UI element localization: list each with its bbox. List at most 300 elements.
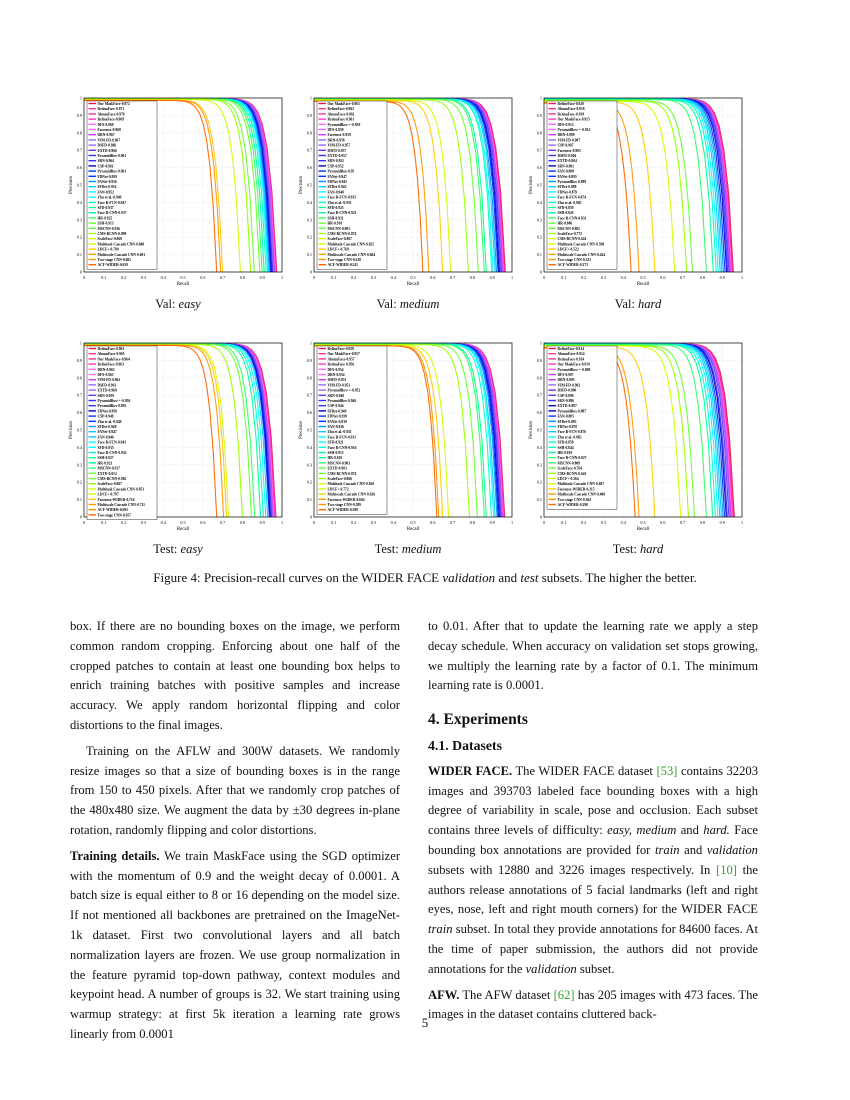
legend-entry: Our MaskFace-0.957 [327,352,360,357]
legend-entry: Two-stage CNN-0.618 [327,258,361,262]
legend-entry: MSCNN-0.903 [327,461,350,466]
figure-caption: Figure 4: Precision-recall curves on the WIDER FACE validation and test subsets. The higher the better. [153,570,697,585]
legend-entry: DFS-0.907 [557,373,574,377]
y-tick-label: 0 [79,514,82,520]
legend-entry: EXTD-0.887 [557,404,577,409]
y-tick-label: 0.4 [306,199,312,205]
legend-entry: PyramidBox++-0.952 [327,388,361,393]
legend-entry: PyramidBox-0.956 [97,404,127,409]
legend-entry: AlnumFace-0.918 [557,107,585,112]
y-tick-label: 0.9 [76,112,82,118]
y-tick-label: 0.6 [536,410,542,416]
y-tick-label: 0 [309,514,312,520]
legend-entry: Zhu et al.-0.949 [97,419,122,424]
x-tick-label: 0.6 [660,520,666,525]
legend-entry: Face R-CNN-0.916 [327,445,357,450]
legend-entry: RetinaFace-0.971 [97,107,125,112]
y-tick-label: 0.3 [76,462,82,468]
y-tick-label: 1 [539,95,542,101]
y-tick-label: 0.6 [536,165,542,171]
pr-chart-svg [68,337,288,537]
legend-entry: FANet-0.947 [327,174,347,179]
y-tick-label: 0.8 [306,130,312,136]
pr-chart-svg [298,337,518,537]
legend-entry: MSCNN-0.917 [97,466,120,471]
x-tick-label: 1 [280,275,284,280]
y-tick-label: 0.9 [536,112,542,118]
legend-entry: ACF-WIDER-0.659 [97,263,128,268]
x-axis-label: Recall [636,282,650,287]
y-tick-label: 0.3 [306,217,312,223]
legend-entry: SSH-0.913 [97,221,114,226]
legend-entry: PyramidBox-0.946 [327,399,357,403]
legend-entry: PyramidBox-0.961 [97,169,127,174]
legend-entry: PyramidBox++-0.956 [97,399,131,403]
legend-entry: RetinaFace-0.918 [557,112,585,117]
legend-entry: HR-0.819 [557,451,573,455]
page-number: 5 [421,1015,429,1030]
legend-entry: SSH-0.845 [557,211,574,216]
y-tick-label: 0.7 [306,147,312,153]
legend-entry: Two-stage CNN-0.323 [557,258,591,262]
legend-entry: CSP-0.907 [557,143,574,148]
x-tick-label: 0.2 [350,275,357,280]
legend-entry: Multiscale Cascade CNN-0.400 [557,492,606,497]
legend-entry: ScaleFace-0.868 [97,237,122,242]
legend-entry: Face R-CNN-0.921 [327,211,357,216]
paragraph: Training on the AFLW and 300W datasets. We randomly resize images so that a size of bounding boxes is in the range from 150 to 450 pixels. After that we randomly crop patches of the 480x480 size. We augment the data by ±30 degrees in-plane rotation, randomly flipping and color distortions. [70,743,400,837]
legend-entry: Two-stage CNN-0.589 [327,503,361,507]
y-tick-label: 0 [309,269,312,275]
legend-entry: SRN-0.901 [557,164,574,169]
legend-entry: Multiscale Cascade CNN-0.636 [327,492,376,497]
legend-entry: Two-stage CNN-0.681 [97,258,131,262]
x-tick-label: 0.5 [410,275,416,280]
subsection-heading: 4.1. Datasets [428,737,502,753]
legend-entry: PyramidBox-0.889 [557,180,587,184]
y-tick-label: 0.1 [536,252,542,258]
subcaption-val-easy: Val: easy [155,297,201,311]
citation-link[interactable]: [53] [656,763,678,778]
y-tick-label: 0.1 [306,252,312,258]
legend-entry: EXTD-0.904 [557,159,577,164]
x-tick-label: 0.2 [120,520,127,525]
legend-entry: CMS-RCNN-0.874 [327,232,357,236]
legend-entry: DSFD-0.966 [97,143,117,148]
x-tick-label: 0.4 [160,275,166,280]
legend-entry: Two-stage CNN-0.657 [97,513,131,518]
x-tick-label: 0.7 [679,275,686,280]
legend-entry: Our MaskFace-0.965 [327,102,360,106]
x-tick-label: 0.4 [390,275,396,280]
y-tick-label: 0.2 [306,479,312,485]
legend-entry: Facenesx-0.905 [557,148,581,153]
y-tick-label: 0.9 [306,112,312,118]
x-tick-label: 1 [740,275,744,280]
legend-entry: EXTD-0.960 [97,388,117,393]
x-tick-label: 0.2 [580,275,587,280]
x-axis-label: Recall [176,527,190,532]
x-tick-label: 0.6 [200,275,206,280]
y-tick-label: 0.8 [76,375,82,381]
legend-entry: FDNet-0.945 [327,180,347,184]
legend-entry: RefineFace-0.969 [97,117,124,122]
legend-entry: CSP-0.899 [557,393,574,398]
legend-entry: FAN-0.946 [97,435,114,440]
legend-entry: DFS-0.912 [557,122,574,127]
legend-entry: ACF-WIDER-0.588 [327,508,358,513]
legend-entry: FANet-0.939 [327,419,347,424]
x-tick-label: 0.5 [640,275,646,280]
x-tick-label: 0 [312,520,316,525]
x-tick-label: 0.9 [719,275,725,280]
y-tick-label: 1 [309,340,312,346]
legend-entry: EXTD-0.957 [327,154,347,158]
y-tick-label: 0.9 [76,357,82,363]
legend-entry: EXTD-0.903 [327,466,347,471]
legend-entry: VIM-FD-0.962 [97,378,121,383]
y-tick-label: 0.5 [306,427,312,433]
y-tick-label: 0.2 [536,234,542,240]
y-tick-label: 0.4 [306,444,312,450]
x-tick-label: 0.5 [180,520,186,525]
legend-entry: FAN-0.936 [327,425,344,429]
legend-entry: AlnumFace-0.914 [557,352,585,357]
legend-entry: FDNet-0.939 [327,414,347,419]
x-tick-label: 0.8 [469,520,476,525]
x-axis-label: Recall [636,527,650,532]
legend-entry: LDCF+-0.790 [97,247,119,252]
legend-entry: DRN-0.967 [97,133,115,138]
legend-entry: SSH-0.915 [327,451,344,455]
legend-entry: DRN-0.963 [97,367,115,372]
legend-entry: ACF-WIDER-0.290 [557,503,588,507]
y-tick-label: 1 [79,340,82,346]
y-tick-label: 0.4 [536,444,542,450]
legend-entry: VIM-FD-0.967 [97,138,121,143]
legend-entry: DRN-0.958 [327,138,345,143]
legend-entry: CMS-RCNN-0.874 [327,471,357,476]
y-tick-label: 0.5 [76,427,82,433]
x-tick-label: 0.1 [331,275,337,280]
x-tick-label: 1 [510,275,514,280]
y-axis-label: Precision [299,421,304,439]
x-tick-label: 0.8 [469,275,476,280]
legend-entry: CSP-0.961 [97,164,114,169]
y-axis-label: Precision [69,176,74,194]
y-tick-label: 0.7 [306,392,312,398]
x-tick-label: 0.8 [239,520,246,525]
x-tick-label: 0.7 [219,520,226,525]
x-tick-label: 0 [312,275,316,280]
legend-entry: DFS-0.969 [97,122,114,127]
y-tick-label: 0.7 [76,392,82,398]
x-tick-label: 0.4 [620,275,626,280]
legend-entry: EXTD-0.912 [97,471,117,476]
legend-entry: RefineFace-0.963 [97,362,124,367]
pr-chart-svg [528,337,748,537]
y-tick-label: 0 [79,269,82,275]
legend-entry: Zhu et al.-0.935 [327,430,352,435]
legend-entry: ACF-WIDER-0.541 [327,263,358,268]
y-tick-label: 0.8 [76,130,82,136]
legend-entry: ACF-WIDER-0.695 [97,508,128,513]
pr-chart-test-medium [298,337,518,532]
y-tick-label: 0.5 [76,182,82,188]
legend-entry: SRN-0.952 [327,159,344,164]
legend-entry: ScaleFace-0.772 [557,232,582,236]
legend-entry: DSFD-0.953 [327,378,347,383]
y-tick-label: 0.7 [536,147,542,153]
y-tick-label: 0.5 [306,182,312,188]
legend-entry: MSCNN-0.802 [557,226,580,231]
x-tick-label: 0.7 [679,520,686,525]
legend-entry: Multitask Cascade CNN-0.825 [327,242,375,247]
x-tick-label: 0.5 [180,275,186,280]
legend-entry: Two-stage CNN-0.304 [557,497,591,502]
x-tick-label: 0.3 [370,275,377,280]
pr-chart-svg [298,92,518,292]
legend-entry: CMS-RCNN-0.902 [97,477,127,481]
legend-entry: MSCNN-0.916 [97,226,120,231]
legend-entry: SFDet-0.888 [557,185,577,190]
legend-entry: VIM-FD-0.902 [557,383,581,388]
legend-entry: PyramidBox++-0.912 [557,128,591,132]
y-tick-label: 0.4 [76,444,82,450]
y-tick-label: 0.6 [76,410,82,416]
legend-entry: ScaleFace-0.866 [327,477,352,481]
y-tick-label: 0.4 [76,199,82,205]
legend-entry: LDCF+-0.769 [327,247,349,252]
y-tick-label: 1 [79,95,82,101]
legend-entry: PyramidBox++-0.909 [557,367,591,372]
x-tick-label: 0.8 [699,520,706,525]
paragraph: to 0.01. After that to update the learning rate we apply a step decay schedule. When accuracy on validation set stops growing, we multiply the learning rate by a factor of 0.1. The minimum learning rate is 0.0001. [428,619,758,693]
legend-entry: CSP-0.952 [327,164,344,169]
legend-entry: AlnumFace-0.957 [327,357,355,362]
right-column [428,617,758,1031]
y-tick-label: 0.5 [536,427,542,433]
y-tick-label: 0.2 [76,479,82,485]
legend-entry: SRN-0.896 [557,399,574,403]
legend-entry: DRN-0.909 [557,133,575,138]
x-tick-label: 0.3 [140,275,147,280]
legend-entry: HR-0.910 [327,221,343,226]
y-tick-label: 0.4 [536,199,542,205]
x-tick-label: 0.3 [600,520,607,525]
x-tick-label: 0.4 [390,520,396,525]
legend-entry: Multitask Cascade CNN-0.598 [557,242,605,247]
left-column [70,617,400,1051]
legend-entry: SFDet-0.883 [557,419,577,424]
legend-entry: DSFD-0.957 [327,148,347,153]
y-tick-label: 0.6 [76,165,82,171]
legend-entry: Zhu et al.-0.935 [327,200,352,205]
legend-entry: AlnumFace-0.970 [97,112,125,117]
x-axis-label: Recall [176,282,190,287]
x-tick-label: 0.7 [449,520,456,525]
legend-entry: DFS-0.959 [327,128,344,132]
legend-entry: VIM-FD-0.907 [557,138,581,143]
legend-entry: SFDet-0.954 [97,185,117,190]
legend-entry: MSCNN-0.809 [557,461,580,466]
legend-entry: ScaleFace-0.867 [97,482,122,487]
legend-entry: Facenesx-WIDER-0.315 [557,487,595,492]
legend-entry: RetinaFace-0.963 [97,347,125,351]
x-tick-label: 0.3 [370,520,377,525]
citation-link[interactable]: [10] [716,862,737,877]
legend-entry: Facenesx-0.959 [327,133,351,138]
y-axis-label: Precision [69,421,74,439]
legend-entry: Our MaskFace-0.910 [557,362,590,367]
y-tick-label: 0.5 [536,182,542,188]
legend-entry: RetinaFace-0.914 [557,357,585,362]
y-tick-label: 0.1 [76,252,82,258]
x-tick-label: 0.8 [239,275,246,280]
legend-entry: RetinaFace-0.956 [327,362,355,367]
legend-entry: SSH-0.844 [557,445,574,450]
y-tick-label: 0.3 [536,217,542,223]
legend-entry: Our MaskFace-0.972 [97,102,130,106]
legend-entry: SFD-0.937 [97,206,114,210]
subcaption-val-hard: Val: hard [614,297,662,311]
x-tick-label: 0.5 [640,520,646,525]
x-tick-label: 0.3 [140,520,147,525]
legend-entry: SFDet-0.945 [327,185,347,190]
legend-entry: AlnumFace-0.961 [327,112,355,117]
legend-entry: SFDet-0.940 [327,409,347,414]
subcaption-test-medium: Test: medium [374,542,442,556]
pr-chart-val-easy [68,92,288,287]
legend-entry: VIM-FD-0.953 [327,383,351,388]
legend-entry: DRN-0.954 [327,373,345,377]
legend-entry: FAN-0.940 [327,190,344,195]
legend-entry: HR-0.806 [557,221,573,226]
pr-chart-test-easy [68,337,288,532]
legend-entry: Our MaskFace-0.915 [557,117,590,122]
legend-entry: ScaleFace-0.764 [557,466,582,471]
legend-entry: SFD-0.858 [557,440,574,445]
x-tick-label: 0 [542,520,546,525]
x-tick-label: 0.7 [449,275,456,280]
legend-entry: Face R-FCN-0.931 [327,435,357,440]
x-tick-label: 0.9 [719,520,725,525]
subcaption-test-easy: Test: easy [153,542,203,556]
legend-entry: MSCNN-0.903 [327,226,350,231]
y-tick-label: 0 [539,514,542,520]
legend-entry: DFS-0.963 [97,373,114,377]
citation-link[interactable]: [62] [553,987,575,1002]
legend-entry: Face R-FCN-0.943 [97,440,127,445]
x-tick-label: 0.1 [101,275,107,280]
x-tick-label: 0.1 [561,275,567,280]
legend-entry: PyramidBox++-0.959 [327,122,361,127]
legend-entry: RefineFace-0.914 [557,347,584,351]
pr-chart-svg [68,92,288,292]
x-tick-label: 0.2 [350,520,357,525]
legend-entry: EXTD-0.966 [97,148,117,153]
legend-entry: ScaleFace-0.867 [327,237,352,242]
legend-entry: Our MaskFace-0.964 [97,357,130,362]
legend-entry: FANet-0.895 [557,174,577,179]
x-tick-label: 0.4 [160,520,166,525]
y-tick-label: 0.7 [76,147,82,153]
legend-entry: Multitask Cascade CNN-0.820 [327,482,375,487]
legend-entry: Facenesx-0.968 [97,128,121,132]
legend-entry: DSFD-0.900 [557,388,577,393]
legend-entry: LDCF+-0.522 [557,247,579,252]
legend-entry: CSP-0.949 [97,414,114,419]
legend-entry: VIM-FD-0.957 [327,143,351,148]
y-tick-label: 0.1 [306,497,312,503]
y-tick-label: 0.6 [306,410,312,416]
x-tick-label: 0.6 [200,520,206,525]
y-tick-label: 0.3 [306,462,312,468]
x-tick-label: 0.2 [120,275,127,280]
y-axis-label: Precision [529,176,534,194]
subcaption-test-hard: Test: hard [612,542,664,556]
legend-entry: PyramidBox-0.961 [97,154,127,158]
y-tick-label: 0.7 [536,392,542,398]
legend-entry: HR-0.923 [97,461,113,466]
y-tick-label: 1 [539,340,542,346]
x-tick-label: 0.7 [219,275,226,280]
x-axis-label: Recall [406,527,420,532]
y-tick-label: 0.8 [306,375,312,381]
legend-entry: ACF-WIDER-0.273 [557,263,588,268]
y-tick-label: 0 [539,269,542,275]
legend-entry: Zhu et al.-0.949 [97,195,122,200]
legend-entry: LDCF+-0.797 [97,492,119,497]
y-tick-label: 0.8 [536,375,542,381]
legend-entry: CSP-0.944 [327,404,344,409]
legend-entry: CMS-RCNN-0.624 [557,237,587,242]
legend-entry: Face R-CNN-0.937 [97,211,127,216]
y-tick-label: 0.9 [306,357,312,363]
legend-entry: CMS-RCNN-0.899 [97,232,127,236]
legend-entry: SFD-0.859 [557,206,574,210]
pr-chart-val-medium [298,92,518,287]
legend-entry: Facenesx-WIDER-0.716 [97,497,135,502]
pr-chart-svg [528,92,748,292]
y-tick-label: 0.1 [76,497,82,503]
legend-entry: Face R-FCN-0.947 [97,200,127,205]
subcaption-val-medium: Val: medium [376,297,440,311]
legend-entry: SFD-0.925 [327,206,344,210]
legend-entry: FDNet-0.959 [97,174,117,179]
legend-entry: Multiscale Cascade CNN-0.691 [97,252,146,257]
x-tick-label: 0.1 [561,520,567,525]
legend-entry: LDCF+-0.564 [557,477,579,481]
y-tick-label: 0.3 [76,217,82,223]
x-tick-label: 0.3 [600,275,607,280]
pr-chart-test-hard [528,337,748,532]
x-tick-label: 1 [740,520,744,525]
legend-entry: Face R-CNN-0.831 [557,216,587,221]
legend-entry: Face R-FCN-0.876 [557,430,587,435]
x-tick-label: 0.9 [259,275,265,280]
legend-entry: RefineFace-0.962 [327,107,354,112]
x-axis-label: Recall [406,282,420,287]
legend-entry: FDNet-0.879 [557,190,577,195]
legend-entry: Multiscale Cascade CNN-0.711 [97,503,145,507]
legend-entry: PyramidBox-0.887 [557,409,587,414]
legend-entry: FDNet-0.878 [557,425,577,429]
legend-entry: CMS-RCNN-0.643 [557,471,587,476]
paragraph: Training details. We train MaskFace using the SGD optimizer with the momentum of 0.9 and the weight decay of 0.0001. A batch size is equal either to 8 or 16 depending on the model size. If not mentioned all backbones are pretrained on the ImageNet-1k dataset. First two convolutional layers and all batch normalization layers are frozen. We use group normalization in the feature pyramid top-down pathway, context modules and keypoint head. A number of groups is 32. We start training using warmup strategy: at first 5k iteration a learning rate grows linearly from 0.0001 [70,848,401,1041]
legend-entry: Face R-CNN-0.827 [557,456,587,461]
paragraph: WIDER FACE. The WIDER FACE dataset [53] contains 32203 images and 393703 labeled face bounding boxes with a high degree of variability in scale, pose and occlusion. Each subset contains three levels of difficulty: easy, medium and hard. Face bounding box annotations are provided for train and validation subsets with 12880 and 3226 images respectively. In [10] the authors release annotations of 5 facial landmarks (left and right eyes, nose, left and right mouth corners) for the WIDER FACE train subset. In total they provide annotations for 84600 faces. At the time of paper submission, the authors did not provide annotations for the validation subset. [428,763,759,976]
